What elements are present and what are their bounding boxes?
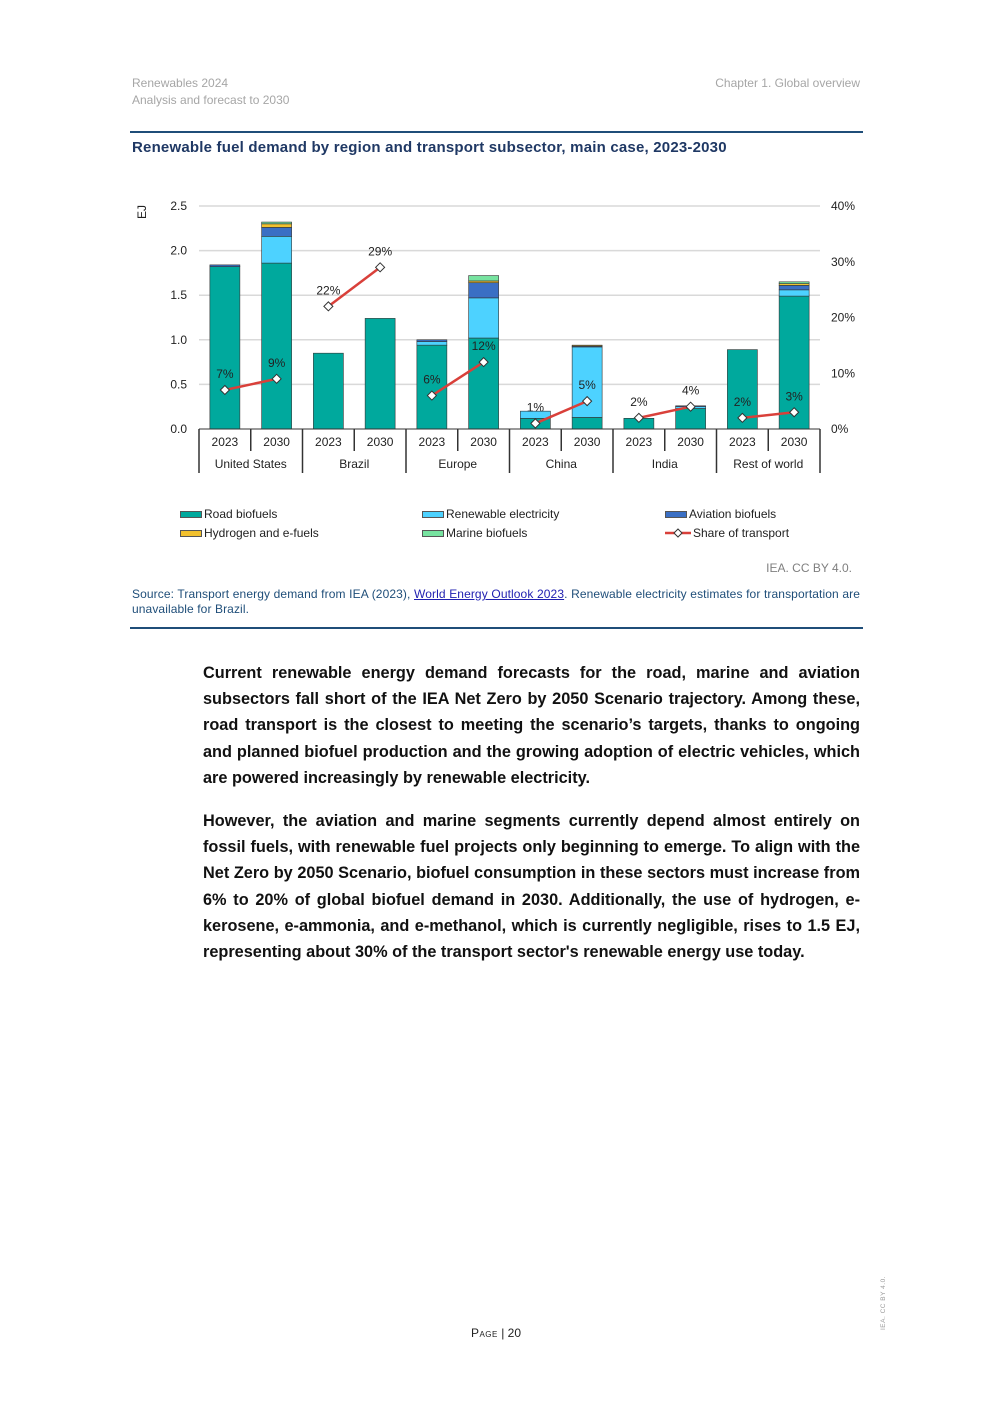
weo-2023-link[interactable]: World Energy Outlook 2023 [414, 587, 565, 601]
x-tick-label: 2030 [263, 435, 290, 449]
share-data-label: 1% [526, 400, 545, 415]
y2-tick-label: 40% [831, 199, 856, 213]
running-header-left [132, 75, 289, 109]
x-tick-label: 2023 [729, 435, 756, 449]
chart-legend [180, 507, 860, 547]
bar-segment [210, 265, 240, 267]
bar-segment [779, 282, 809, 284]
body-paragraph-2: However, the aviation and marine segments currently depend almost entirely on fossil fuels, with renewable fuel projects only beginning to emerge. To align with the Net Zero by 2050 Scenario, biofuel consumption in these sectors must increase from 6% to 20% of global biofuel demand in 2030. Additionally, the use of hydrogen, e-kerosene, e-ammonia, and e-methanol, which is currently negligible, rises to 1.5 EJ, representing about 30% of the transport sector's renewable energy use today. [203, 812, 860, 962]
y-tick-label: 1.0 [170, 332, 187, 347]
x-tick-label: 2030 [470, 435, 497, 449]
bar-segment [262, 263, 292, 429]
share-data-label: 2% [733, 394, 752, 409]
region-label: India [651, 457, 678, 471]
legend-line-marker [665, 527, 691, 539]
share-data-label: 7% [216, 366, 234, 381]
page-number: 20 [507, 1326, 522, 1340]
bar-segment [779, 285, 809, 289]
x-tick-label: 2030 [573, 435, 601, 449]
legend-swatch [665, 511, 687, 518]
region-label: Brazil [339, 457, 370, 471]
x-tick-label: 2023 [315, 435, 342, 449]
legend-hydrogen-efuels: Hydrogen and e-fuels [180, 526, 319, 540]
bar-segment [469, 298, 499, 338]
bar-segment [417, 340, 447, 342]
page-separator: | [497, 1326, 508, 1340]
legend-swatch [422, 530, 444, 537]
x-tick-label: 2023 [418, 435, 446, 449]
body-paragraph-1: Current renewable energy demand forecasts for the road, marine and aviation subsectors fall short of the IEA Net Zero by 2050 Scenario trajectory. Among these, road transport is the closest to meeting the scenario’s targets, thanks to ongoing and planned biofuel production and the growing adoption of electric vehicles, which are powered increasingly by renewable electricity. [203, 664, 860, 787]
bar-segment [262, 227, 292, 236]
region-label: Europe [438, 457, 478, 471]
bar-segment [572, 417, 602, 429]
legend-road-biofuels: Road biofuels [180, 507, 277, 521]
figure-credit: IEA. CC BY 4.0. [766, 561, 852, 575]
bar-segment [572, 345, 602, 346]
x-tick-label: 2030 [780, 435, 808, 449]
y-tick-label: 0.5 [170, 377, 187, 392]
bar-segment [469, 283, 499, 298]
figure-title: Renewable fuel demand by region and transport subsector, main case, 2023-2030 [132, 139, 727, 156]
region-label: China [545, 457, 577, 471]
bar-segment [365, 318, 395, 429]
page-word: Page [470, 1326, 498, 1340]
x-tick-label: 2030 [677, 435, 704, 449]
figure-top-rule [130, 131, 863, 133]
y2-tick-label: 10% [831, 366, 856, 381]
share-data-label: 2% [630, 394, 648, 409]
y-tick-label: 0.0 [170, 422, 187, 436]
x-tick-label: 2023 [522, 435, 549, 449]
bar-segment [417, 342, 447, 346]
report-subtitle: Analysis and forecast to 2030 [132, 93, 290, 107]
legend-swatch [180, 530, 202, 537]
figure-source-note: Source: Transport energy demand from IEA (2023), World Energy Outlook 2023. Renewable electricity estimates for transportation are unavailable for Brazil. [132, 587, 860, 616]
share-data-label: 22% [316, 283, 341, 298]
share-data-label: 29% [368, 244, 393, 259]
share-data-label: 12% [471, 339, 496, 354]
bar-segment [779, 290, 809, 296]
x-tick-label: 2030 [366, 435, 394, 449]
stacked-bar-chart [128, 190, 868, 490]
region-label: United States [214, 457, 287, 471]
bar-segment [262, 236, 292, 263]
legend-renewable-electricity: Renewable electricity [422, 507, 559, 521]
share-data-label: 4% [681, 383, 700, 398]
y-tick-label: 1.5 [170, 288, 187, 303]
share-data-label: 5% [578, 378, 596, 393]
page-footer [0, 1326, 992, 1340]
x-tick-label: 2023 [211, 435, 239, 449]
legend-aviation-biofuels: Aviation biofuels [665, 507, 776, 521]
x-tick-label: 2023 [625, 435, 653, 449]
y-tick-label: 2.5 [170, 199, 187, 213]
y2-tick-label: 0% [831, 422, 849, 436]
vertical-credit: IEA. CC BY 4.0. [880, 1276, 887, 1330]
y-axis-label: EJ [135, 204, 149, 220]
share-data-label: 3% [785, 389, 803, 404]
bar-segment [210, 267, 240, 429]
legend-swatch [180, 511, 202, 518]
legend-marine-biofuels: Marine biofuels [422, 526, 527, 540]
bar-segment [313, 353, 343, 429]
chapter-title: Chapter 1. Global overview [715, 76, 860, 90]
share-data-label: 6% [423, 372, 441, 387]
y-tick-label: 2.0 [170, 243, 187, 258]
share-data-label: 9% [267, 355, 286, 370]
bar-segment [469, 276, 499, 281]
legend-swatch [422, 511, 444, 518]
region-label: Rest of world [733, 457, 804, 471]
bar-segment [262, 224, 292, 228]
report-title: Renewables 2024 [132, 76, 229, 90]
bar-segment [262, 222, 292, 224]
y2-tick-label: 30% [831, 254, 856, 269]
legend-share-of-transport: Share of transport [665, 526, 789, 540]
figure-bottom-rule [130, 627, 863, 629]
y2-tick-label: 20% [831, 310, 856, 325]
bar-segment [417, 345, 447, 429]
